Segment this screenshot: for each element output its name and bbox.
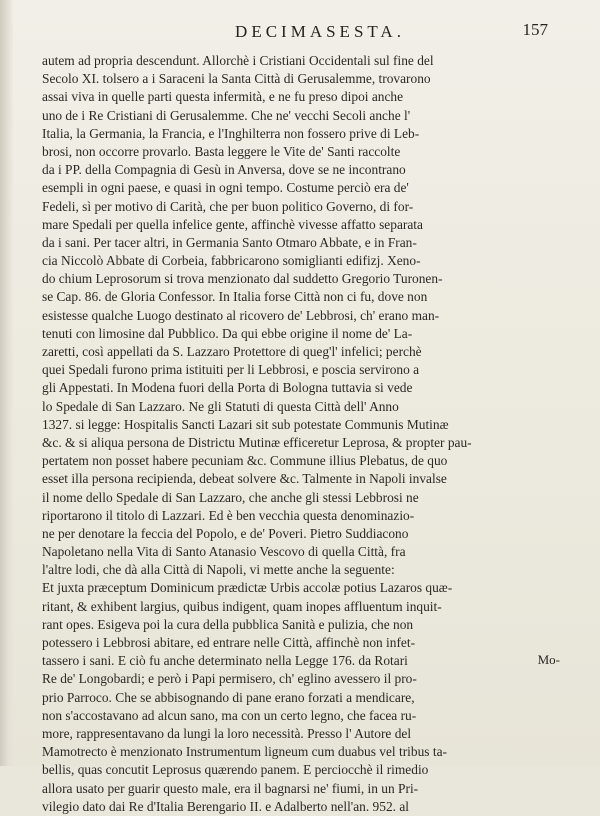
text-line: tenuti con limosine dal Pubblico. Da qui ebbe origine il nome de' La- [42, 325, 413, 341]
text-line: brosi, non occorre provarlo. Basta leggere le Vite de' Santi raccolte [42, 143, 401, 159]
text-line: allora usato per guarir questo male, era il bagnarsi ne' fiumi, in un Pri- [42, 780, 419, 796]
text-line: l'altre lodi, che dà alla Città di Napoli, vi mette anche la seguente: [42, 562, 395, 578]
text-line: cia Niccolò Abbate di Corbeia, fabbricarono somiglianti edifizj. Xeno- [42, 253, 421, 269]
text-line: tassero i sani. E ciò fu anche determinato nella Legge 176. da Rotari [42, 653, 408, 669]
text-line: &c. & si aliqua persona de Districtu Mutinæ efficeretur Leprosa, & propter pau- [42, 434, 472, 450]
text-line: Secolo XI. tolsero a i Saraceni la Santa Città di Gerusalemme, trovarono [42, 71, 431, 87]
text-line: Napoletano nella Vita di Santo Atanasio Vescovo di quella Città, fra [42, 544, 406, 560]
text-line: rant opes. Esigeva poi la cura della pubblica Sanità e pulizia, che non [42, 616, 414, 632]
catchword: Mo- [537, 652, 560, 667]
text-line: autem ad propria descendunt. Allorchè i Cristiani Occidentali sul fine del [42, 53, 434, 68]
text-line: bellis, quas concutit Leprosus quærendo panem. E perciocchè il rimedio [42, 762, 429, 778]
text-line: potessero i Lebbrosi abitare, ed entrare nelle Città, affinchè non infet- [42, 635, 416, 650]
text-line: riportarono il titolo di Lazzari. Ed è ben vecchia questa denominazio- [42, 507, 415, 523]
text-line: il nome dello Spedale di San Lazzaro, che anche gli stessi Lebbrosi ne [42, 489, 419, 505]
text-line: Italia, la Germania, la Francia, e l'Inghilterra non fossero prive di Leb- [42, 125, 420, 141]
text-line: Re de' Longobardi; e però i Papi permisero, ch' eglino avessero il pro- [42, 671, 417, 687]
text-line: uno de i Re Cristiani di Gerusalemme. Che ne' vecchi Secoli anche l' [42, 107, 411, 123]
text-line: Et juxta præceptum Dominicum prædictæ Urbis accolæ potius Lazaros quæ- [42, 580, 453, 596]
text-line: se Cap. 86. de Gloria Confessor. In Italia forse Città non ci fu, dove non [42, 289, 428, 305]
text-line: non s'accostavano ad alcun sano, ma con un certo legno, che facea ru- [42, 707, 417, 723]
text-line: 1327. si legge: Hospitalis Sancti Lazari sit sub potestate Communis Mutinæ [42, 416, 449, 432]
text-line: esset illa persona recipienda, debeat solvere &c. Talmente in Napoli invalse [42, 471, 447, 487]
body-text [42, 52, 564, 816]
text-line: mare Spedali per quella infelice gente, affinchè vivesse affatto separata [42, 216, 423, 232]
text-line: prio Parroco. Che se abbisognando di pane erano forzati a mendicare, [42, 689, 415, 705]
text-line: zaretti, così appellati da S. Lazzaro Protettore di queg'l' infelici; perchè [42, 344, 422, 359]
text-line: Fedeli, sì per motivo di Carità, che per buon politico Governo, di for- [42, 198, 414, 214]
text-line: gli Appestati. In Modena fuori della Porta di Bologna tuttavia si vede [42, 380, 413, 396]
text-line: esistesse qualche Luogo destinato al ricovero de' Lebbrosi, ch' erano man- [42, 307, 440, 323]
text-line: lo Spedale di San Lazzaro. Ne gli Statuti di questa Città dell' Anno [42, 398, 399, 414]
text-line: vilegio dato dai Re d'Italia Berengario II. e Adalberto nell'an. 952. al [42, 798, 409, 814]
text-line: do chium Leprosorum si trova menzionato dal suddetto Gregorio Turonen- [42, 271, 443, 287]
running-header: DECIMASESTA. [235, 22, 405, 41]
page-number: 157 [522, 20, 548, 39]
text-line: ritant, & exhibent largius, quibus indigent, quam inopes affluentum inquit- [42, 598, 442, 614]
text-line: quei Spedali furono prima istituiti per li Lebbrosi, e poscia servirono a [42, 362, 420, 378]
text-line: da i PP. della Compagnia di Gesù in Anversa, dove se ne incontrano [42, 162, 406, 178]
text-line: ne per denotare la feccia del Popolo, e de' Poveri. Pietro Suddiacono [42, 525, 409, 541]
text-line: pertatem non posset habere pecuniam &c. Commune illius Plebatus, de quo [42, 453, 448, 469]
text-line: da i sani. Per tacer altri, in Germania Santo Otmaro Abbate, e in Fran- [42, 234, 417, 250]
text-line: esempli in ogni paese, e quasi in ogni tempo. Costume perciò era de' [42, 180, 409, 196]
page-gutter-shadow [0, 0, 14, 766]
text-line: assai viva in quelle parti questa infermità, e ne fu preso dipoi anche [42, 89, 404, 105]
text-line: more, rappresentavano da lungi la loro necessità. Presso l' Autore del [42, 725, 412, 741]
text-line: Mamotrecto è menzionato Instrumentum ligneum cum duabus vel tribus ta- [42, 744, 447, 760]
